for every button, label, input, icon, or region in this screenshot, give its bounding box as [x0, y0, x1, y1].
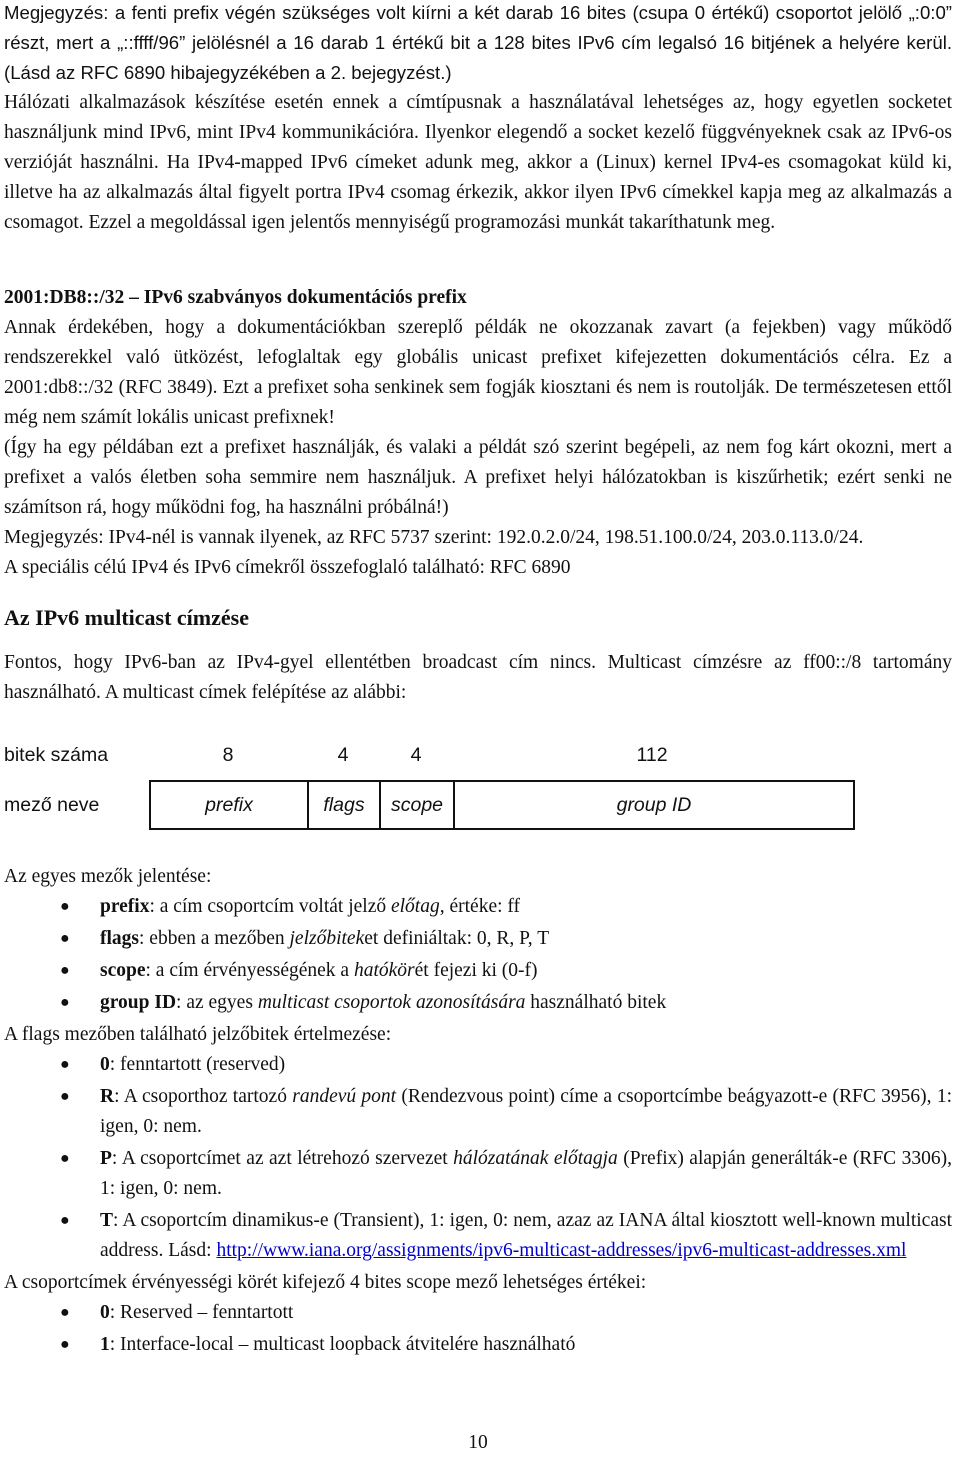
bit-count-prefix: 8 [222, 744, 234, 766]
list-term: group ID [100, 992, 177, 1013]
scope-values-list [4, 1298, 952, 1360]
bullet-icon: ● [60, 1304, 70, 1321]
field-meaning-item: ● flags: ebben a mezőben jelzőbiteket definiáltak: 0, R, P, T [4, 924, 952, 954]
field-prefix: prefix [151, 782, 309, 828]
note-paragraph: Megjegyzés: a fenti prefix végén szükséges volt kiírni a két darab 16 bites (csupa 0 értékű) csoportot jelölő „:0:0” részt, mert a „::ffff/96” jelölésnél a 16 darab 1 értékű bit a 128 bites IPv6 cím legalsó 16 bitjének a helyére kerül. (Lásd az RFC 6890 hibajegyzékében a 2. bejegyzést.) [4, 2, 952, 83]
doc-prefix-summary: A speciális célú IPv4 és IPv6 címekről összefoglaló található: RFC 6890 [4, 557, 571, 578]
fields-meaning-list [4, 892, 952, 1018]
intro-notes [4, 0, 952, 238]
field-meaning-item: ● group ID: az egyes multicast csoportok azonosítására használható bitek [4, 988, 952, 1018]
doc-prefix-section [4, 283, 952, 583]
list-term: R [100, 1086, 115, 1107]
bullet-icon: ● [60, 1212, 70, 1229]
lists-section [4, 862, 952, 1362]
list-term: flags [100, 928, 139, 949]
doc-prefix-paragraph-2: (Így ha egy példában ezt a prefixet használják, és valaki a példát szó szerint begépeli, az nem fog kárt okozni, mert a prefixet a valós életben soha semmire nem használjuk. A prefixet helyi hálózatokban is kiszűrhetik; ezért senki ne számítson rá, hogy működni fog, ha használni próbálná!) [4, 437, 952, 518]
scope-value-item: ● 0: Reserved – fenntartott [4, 1298, 952, 1328]
doc-prefix-note: Megjegyzés: IPv4-nél is vannak ilyenek, az RFC 5737 szerint: 192.0.2.0/24, 198.51.100.0/24, 203.0.113.0/24. [4, 527, 864, 548]
bullet-icon: ● [60, 930, 70, 947]
multicast-address-diagram [4, 738, 952, 838]
flag-meaning-item: ● 0: fenntartott (reserved) [4, 1050, 952, 1080]
bullet-icon: ● [60, 1336, 70, 1353]
field-flags: flags [309, 782, 381, 828]
emphasis-text: előtag [390, 896, 440, 917]
list-term: prefix [100, 896, 150, 917]
field-scope: scope [381, 782, 455, 828]
list-term: T [100, 1210, 114, 1231]
bit-count-group-id: 112 [636, 744, 668, 766]
page-number: 10 [468, 1432, 488, 1453]
list-term: 1 [100, 1334, 110, 1355]
emphasis-text: multicast csoportok azonosítására [257, 992, 526, 1013]
field-group-id: group ID [616, 794, 692, 816]
emphasis-text: jelzőbitek [289, 928, 365, 949]
bit-count-flags: 4 [337, 744, 349, 766]
bullet-icon: ● [60, 1088, 70, 1105]
socket-paragraph: Hálózati alkalmazások készítése esetén ennek a címtípusnak a használatával lehetséges az, hogy egyetlen socketet használjunk mind IPv6, mint IPv4 kommunikációra. Ilyenkor elegendő a socket kezelő függvényeknek csak az IPv6-os verzióját használni. Ha IPv4-mapped IPv6 címeket adunk meg, akkor a (Linux) kernel IPv4-es csomagokat küld ki, illetve ha az alkalmazás által figyelt portra IPv4 csomag érkezik, akkor ilyen IPv6 címekkel kapja meg az alkalmazás a csomagot. Ezzel a megoldással igen jelentős mennyiségű programozási munkát takaríthatunk meg. [4, 92, 952, 233]
bullet-icon: ● [60, 994, 70, 1011]
list-term: 0 [100, 1054, 110, 1075]
field-name-label: mező neve [4, 794, 100, 816]
iana-link[interactable]: http://www.iana.org/assignments/ipv6-multicast-addresses/ipv6-multicast-addresses.xml [216, 1240, 907, 1261]
scope-values-intro: A csoportcímek érvényességi körét kifejező 4 bites scope mező lehetséges értékei: [4, 1272, 647, 1293]
field-box [149, 780, 855, 830]
flag-meaning-item: ● T: A csoportcím dinamikus-e (Transient), 1: igen, 0: nem, azaz az IANA által kiosztott well-known multicast address. Lásd: http://www.iana.org/assignments/ipv6-multicast-addresses/ipv6-multicast-addresses.xml [4, 1206, 952, 1266]
multicast-heading: Az IPv6 multicast címzése [4, 605, 249, 630]
doc-prefix-paragraph-1: Annak érdekében, hogy a dokumentációkban szereplő példák ne okozzanak zavart (a fejekben) vagy működő rendszerekkel való ütközést, lefoglaltak egy globális unicast prefixet kifejezetten dokumentációs célra. Ez a 2001:db8::/32 (RFC 3849). Ezt a prefixet soha senkinek sem fogják kiosztani és nem is routolják. De természetesen ettől még nem számít lokális unicast prefixnek! [4, 317, 952, 428]
list-term: scope [100, 960, 146, 981]
bullet-icon: ● [60, 962, 70, 979]
emphasis-text: randevú pont [292, 1086, 397, 1107]
bullet-icon: ● [60, 1056, 70, 1073]
scope-value-item: ● 1: Interface-local – multicast loopback átvitelére használható [4, 1330, 952, 1360]
bullet-icon: ● [60, 898, 70, 915]
flags-meaning-intro: A flags mezőben található jelzőbitek értelmezése: [4, 1024, 392, 1045]
list-term: 0 [100, 1302, 110, 1323]
bullet-icon: ● [60, 1150, 70, 1167]
list-term: P [100, 1148, 112, 1169]
bit-count-label: bitek száma [4, 744, 109, 766]
field-meaning-item: ● prefix: a cím csoportcím voltát jelző előtag, értéke: ff [4, 892, 952, 922]
emphasis-text: hálózatának előtagja [453, 1148, 618, 1169]
bit-count-scope: 4 [410, 744, 422, 766]
flag-meaning-item: ● R: A csoporthoz tartozó randevú pont (Rendezvous point) címe a csoportcímbe beágyazott-e (RFC 3956), 1: igen, 0: nem. [4, 1082, 952, 1142]
flag-meaning-item: ● P: A csoportcímet az azt létrehozó szervezet hálózatának előtagja (Prefix) alapján generálták-e (RFC 3306), 1: igen, 0: nem. [4, 1144, 952, 1204]
multicast-intro: Fontos, hogy IPv6-ban az IPv4-gyel ellentétben broadcast cím nincs. Multicast címzésre az ff00::/8 tartomány használható. A multicast címek felépítése az alábbi: [4, 652, 952, 703]
doc-prefix-heading: 2001:DB8::/32 – IPv6 szabványos dokumentációs prefix [4, 287, 467, 308]
multicast-intro-block [4, 648, 952, 708]
flags-meaning-list [4, 1050, 952, 1266]
fields-meaning-intro: Az egyes mezők jelentése: [4, 866, 212, 887]
emphasis-text: hatókör [353, 960, 415, 981]
field-meaning-item: ● scope: a cím érvényességének a hatókörét fejezi ki (0-f) [4, 956, 952, 986]
